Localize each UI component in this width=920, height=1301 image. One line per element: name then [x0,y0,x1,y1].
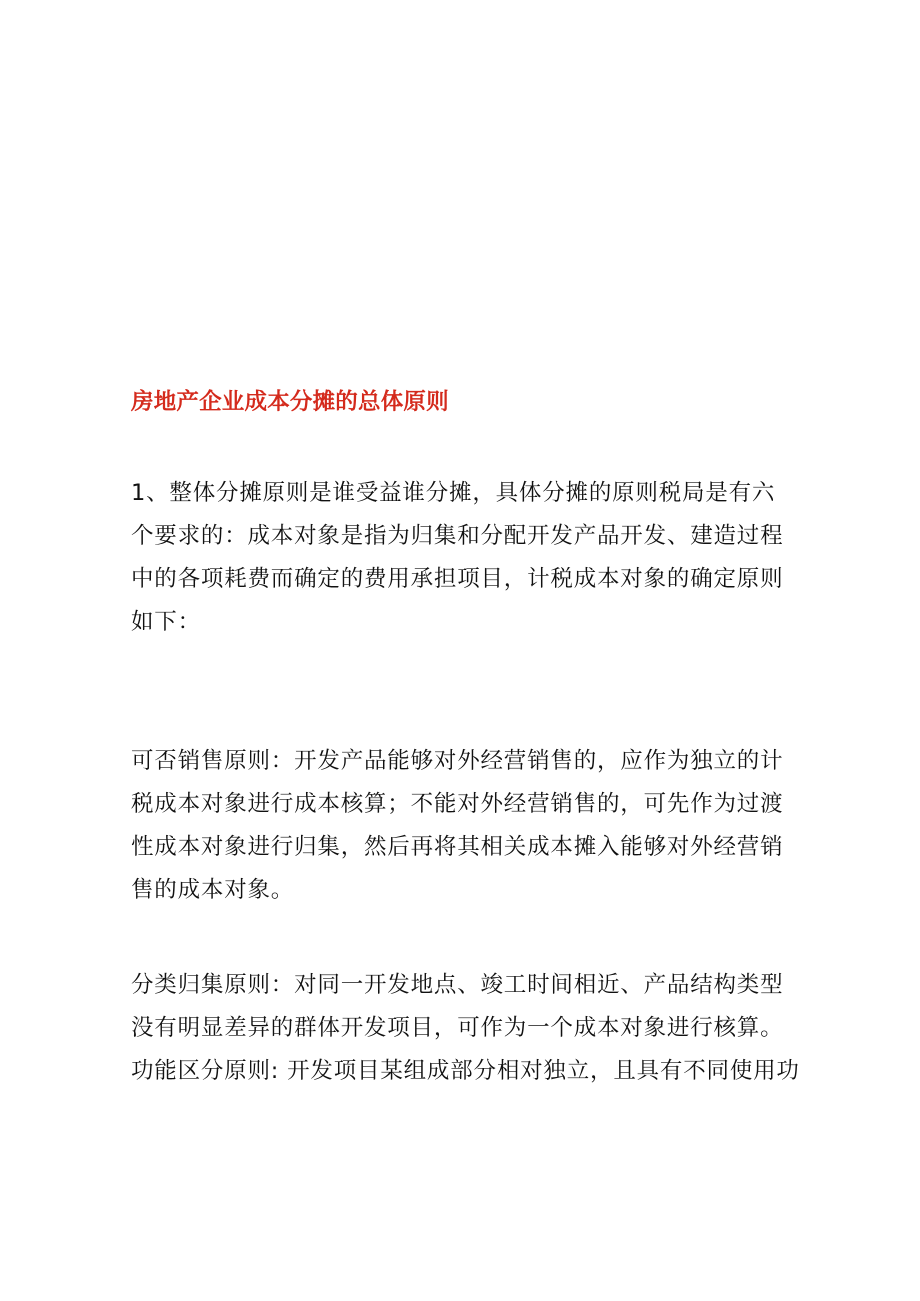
paragraph-spacer [131,644,796,740]
paragraph-line: 税成本对象进行成本核算；不能对外经营销售的，可先作为过渡 [131,791,784,817]
paragraph-overall-principle [131,472,796,644]
paragraph-line: 售的成本对象。 [131,877,295,903]
paragraph-spacer [131,912,796,964]
paragraph-line: 性成本对象进行归集，然后再将其相关成本摊入能够对外经营销 [131,834,784,860]
paragraph-line: 没有明显差异的群体开发项目，可作为一个成本对象进行核算。 [131,1015,784,1041]
paragraph-line: 中的各项耗费而确定的费用承担项目，计税成本对象的确定原则 [131,566,784,592]
paragraph-line: 如下： [131,609,201,635]
paragraph-line: 可否销售原则：开发产品能够对外经营销售的，应作为独立的计 [131,748,784,774]
document-body [131,382,800,1093]
paragraph-line: 功能区分原则: 开发项目某组成部分相对独立，且具有不同使用功 [131,1058,800,1084]
paragraph-line: 分类归集原则：对同一开发地点、竣工时间相近、产品结构类型 [131,972,784,998]
paragraph-line: 1、整体分摊原则是谁受益谁分摊，具体分摊的原则税局是有六 [131,480,776,506]
document-title: 房地产企业成本分摊的总体原则 [131,389,449,415]
paragraph-classification-principle [131,964,800,1093]
paragraph-line: 个要求的：成本对象是指为归集和分配开发产品开发、建造过程 [131,523,784,549]
paragraph-saleability-principle [131,740,796,912]
